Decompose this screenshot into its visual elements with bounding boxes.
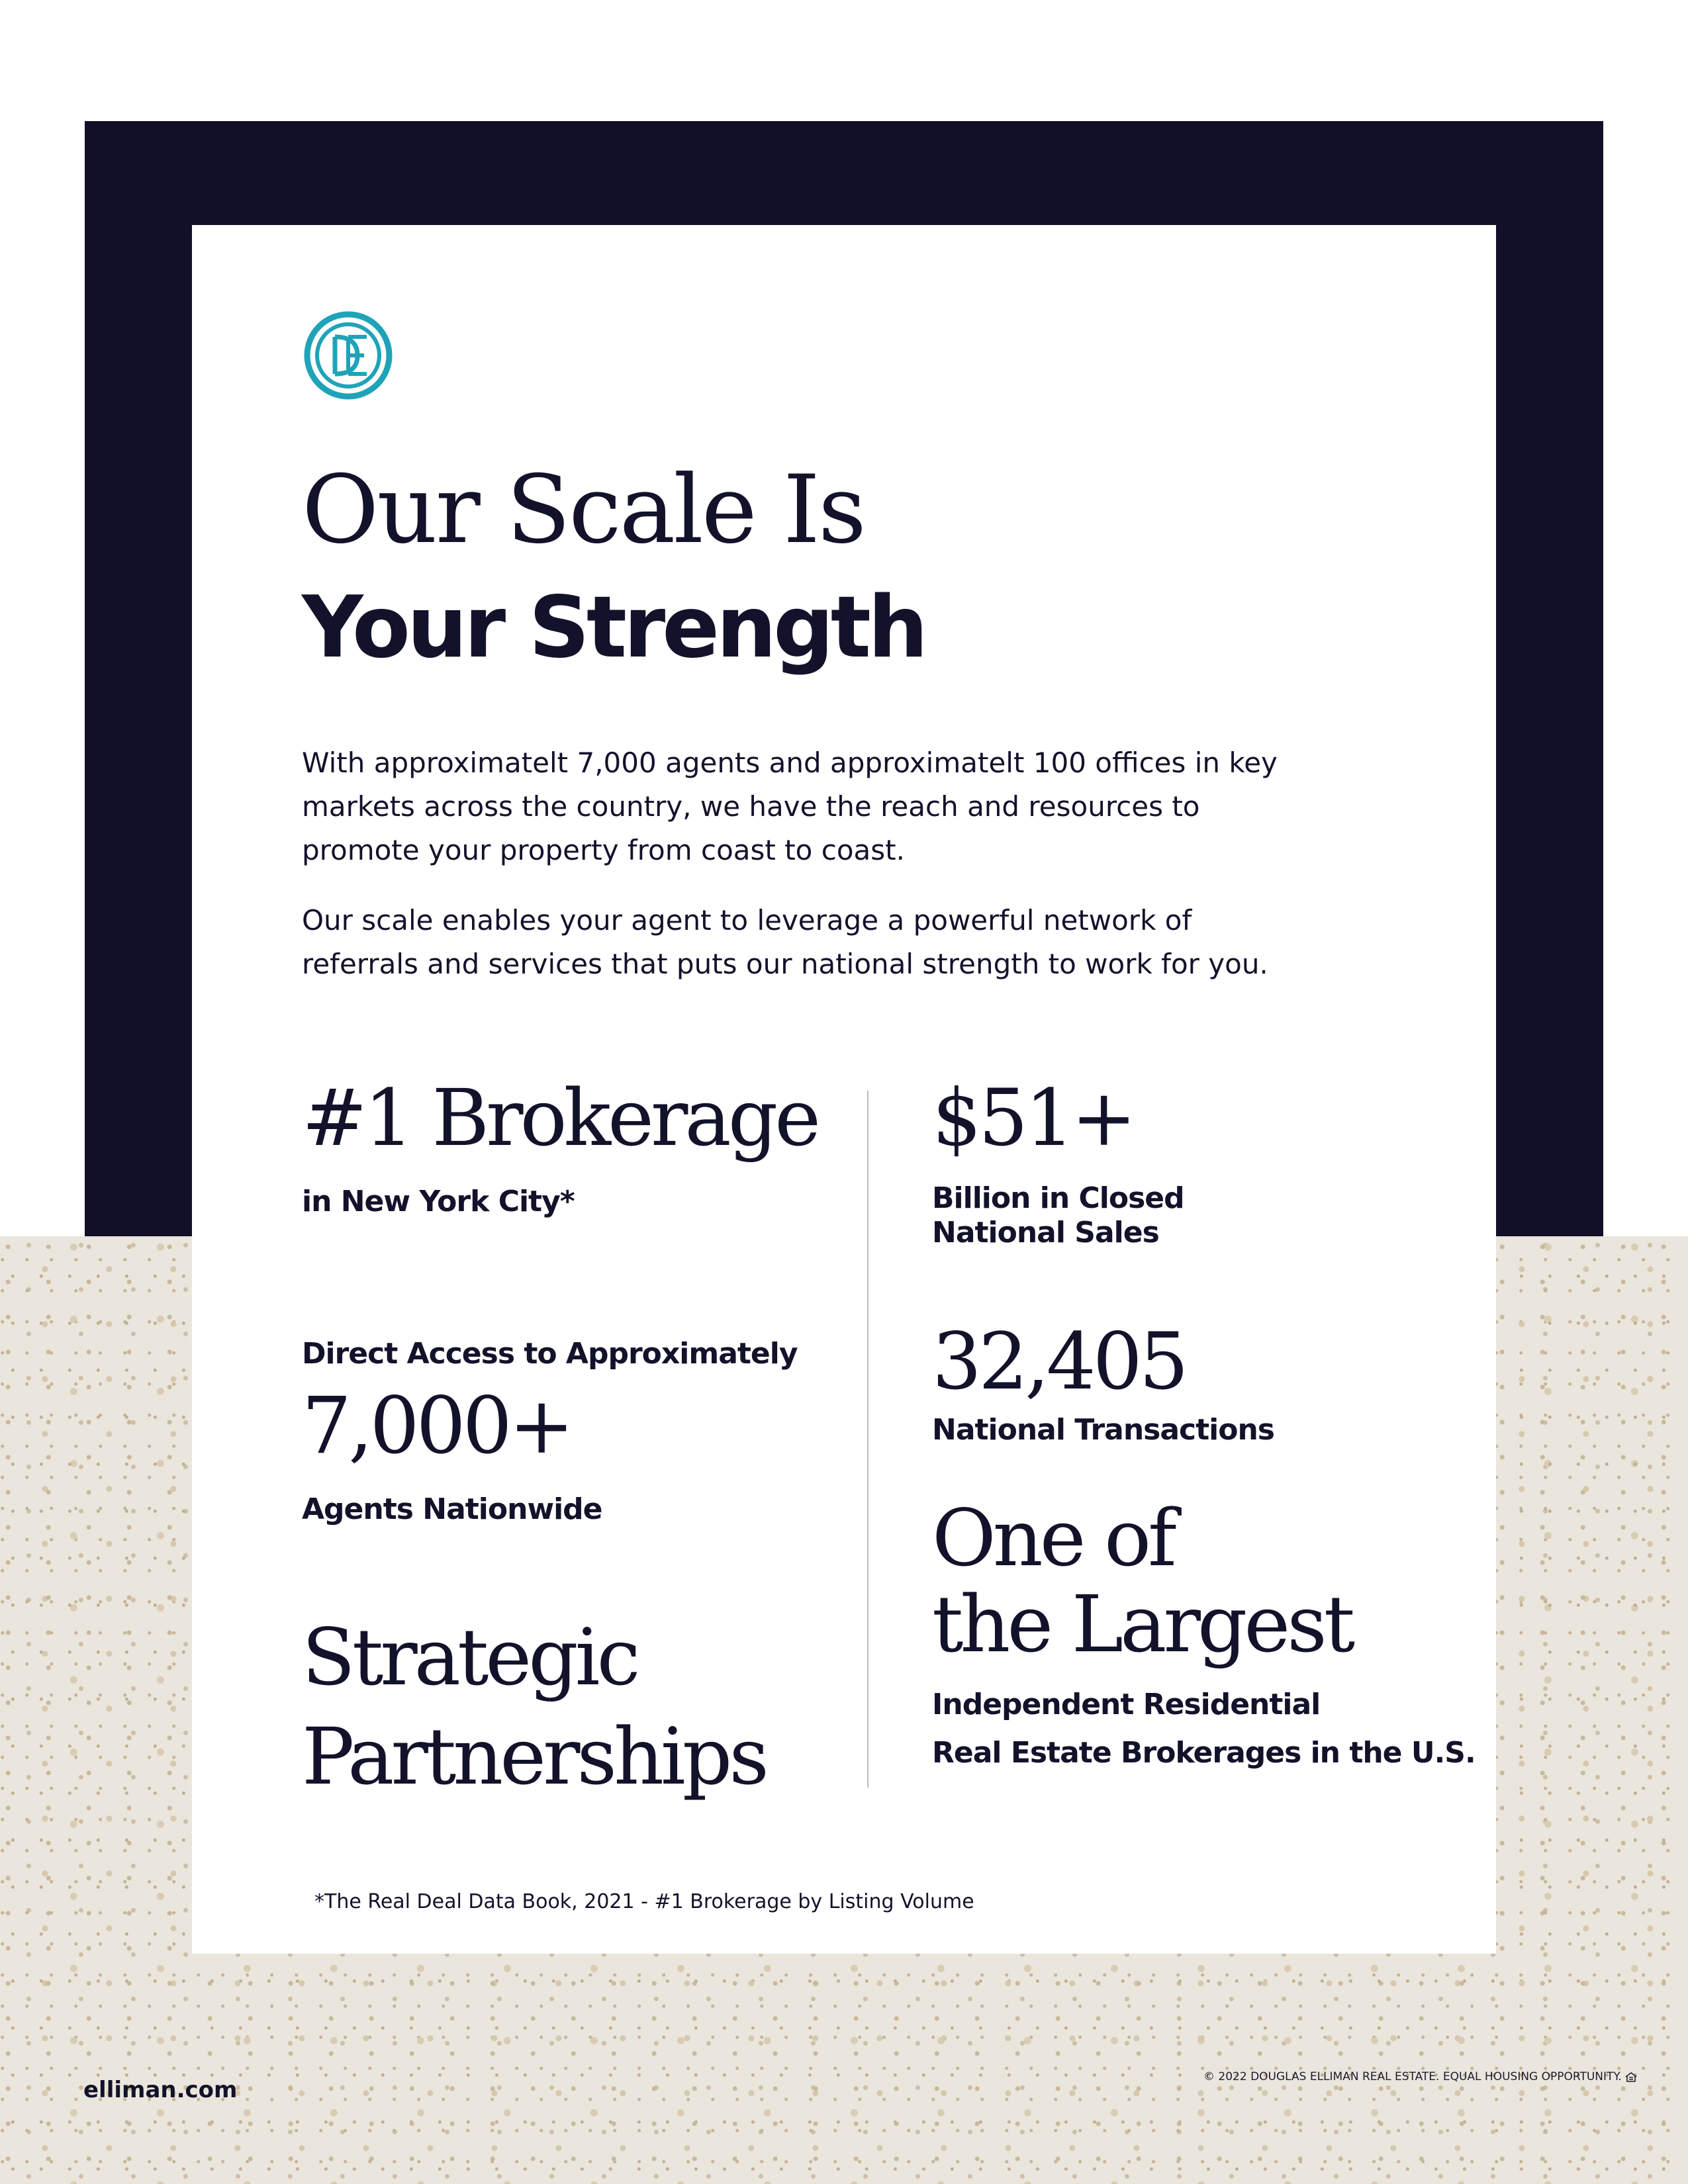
heading-line2: Your Strength (302, 578, 925, 677)
column-divider (867, 1091, 868, 1788)
stat-largest-label-line1: Independent Residential (932, 1688, 1321, 1721)
de-monogram-logo-icon (303, 310, 393, 400)
intro-paragraph-2: Our scale enables your agent to leverage a powerful network of referrals and services that puts our national strength to work for you. (302, 904, 1268, 980)
stat-partnerships-line2: Partnerships (302, 1711, 766, 1802)
stat-agents-label: Agents Nationwide (302, 1492, 602, 1526)
heading-line1: Our Scale Is (302, 455, 865, 565)
stat-transactions-label: National Transactions (932, 1413, 1274, 1447)
stat-largest-line2: the Largest (932, 1578, 1352, 1670)
copyright-text: © 2022 DOUGLAS ELLIMAN REAL ESTATE. EQUAL HOUSING OPPORTUNITY. (1203, 2070, 1622, 2083)
stat-brokerage-value: #1 Brokerage (302, 1072, 818, 1163)
stat-sales-value: $51+ (932, 1072, 1134, 1163)
equal-housing-icon (1624, 2071, 1638, 2082)
stat-transactions-value: 32,405 (932, 1316, 1186, 1407)
footnote: *The Real Deal Data Book, 2021 - #1 Brokerage by Listing Volume (314, 1890, 974, 1913)
stat-largest-line1: One of (932, 1492, 1174, 1584)
intro-paragraph-1: With approximatelt 7,000 agents and approximatelt 100 offices in key markets across the country, we have the reach and resources to promote your property from coast to coast. (302, 747, 1278, 866)
stat-agents-prefix: Direct Access to Approximately (302, 1337, 798, 1371)
stat-brokerage-label: in New York City* (302, 1185, 575, 1218)
copyright-notice (1203, 2070, 1638, 2083)
stat-sales-label-line1: Billion in Closed (932, 1181, 1184, 1215)
stat-largest-label-line2: Real Estate Brokerages in the U.S. (932, 1736, 1476, 1770)
stat-sales-label-line2: National Sales (932, 1216, 1159, 1250)
stat-agents-value: 7,000+ (302, 1380, 571, 1471)
website-link[interactable]: elliman.com (83, 2077, 238, 2103)
stat-partnerships-line1: Strategic (302, 1612, 637, 1703)
